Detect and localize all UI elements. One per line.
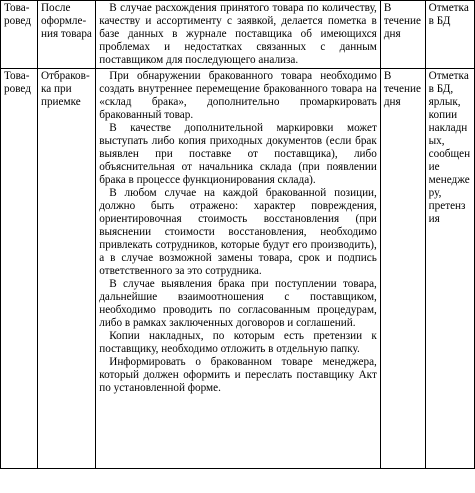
result-cell (425, 1, 474, 69)
timing-text: После оформления товара (40, 2, 92, 40)
description-paragraph: В любом случае на каждой бракованной позиции, должно быть отражено: характер повреждения, ориентировочная стоимость восстановления (при выяснении стоимости восстановления, необходимо привлекать сотрудников, которые будут его производить), а в случае возможной замены товара, срок и подпись ответственного за это сотрудника. (99, 187, 377, 277)
description-paragraph: В качестве дополнительной маркировки может выступать либо копия приходных документов (если брак выявлен при поставке от поставщика), либо объяснительная от начальника склада (при появлении брака в процессе функционирования склада). (99, 122, 377, 186)
timing-cell (37, 1, 95, 69)
role-text: Товаровед (4, 2, 31, 27)
description-paragraph: При обнаружении бракованного товара необходимо создать внутреннее перемещение бракованного товара на «склад брака», дополнительно промаркировать бракованный товар. (99, 70, 377, 121)
role-cell (1, 1, 38, 69)
term-cell (380, 1, 425, 69)
description-paragraph: В случае выявления брака при поступлении товара, дальнейшие взаимоотношения с поставщиком, необходимо проводить по согласованным процедурам, либо в рамках заключенных договоров и соглашений. (99, 278, 377, 329)
description-paragraph: В случае расхождения принятого товара по количеству, качеству и ассортименту с заявкой, делается пометка в базе данных в журнале поставщика об имеющихся проблемах и недостатках связанных с данным поставщиком для последующего анализа. (99, 2, 377, 66)
term-cell (380, 69, 425, 469)
result-text: Отметка в БД, ярлык, копии накладных, сообщение менеджеру, претензия (428, 70, 471, 225)
result-text: Отметка в БД (428, 2, 469, 27)
term-text: В течение дня (383, 2, 421, 40)
timing-text: Отбраковка при приемке (40, 70, 90, 108)
timing-cell (37, 69, 95, 469)
table-row (1, 69, 475, 469)
term-text: В течение дня (383, 70, 421, 108)
description-cell (96, 1, 381, 69)
role-cell (1, 69, 38, 469)
role-text: Товаровед (4, 70, 31, 95)
result-cell (425, 69, 474, 469)
description-cell (96, 69, 381, 469)
table-row (1, 1, 475, 69)
description-paragraph: Информировать о бракованном товаре менеджера, который должен оформить и переслать поставщику Акт по установленной форме. (99, 356, 377, 394)
description-paragraph: Копии накладных, по которым есть претензии к поставщику, необходимо отложить в отдельную папку. (99, 330, 377, 355)
